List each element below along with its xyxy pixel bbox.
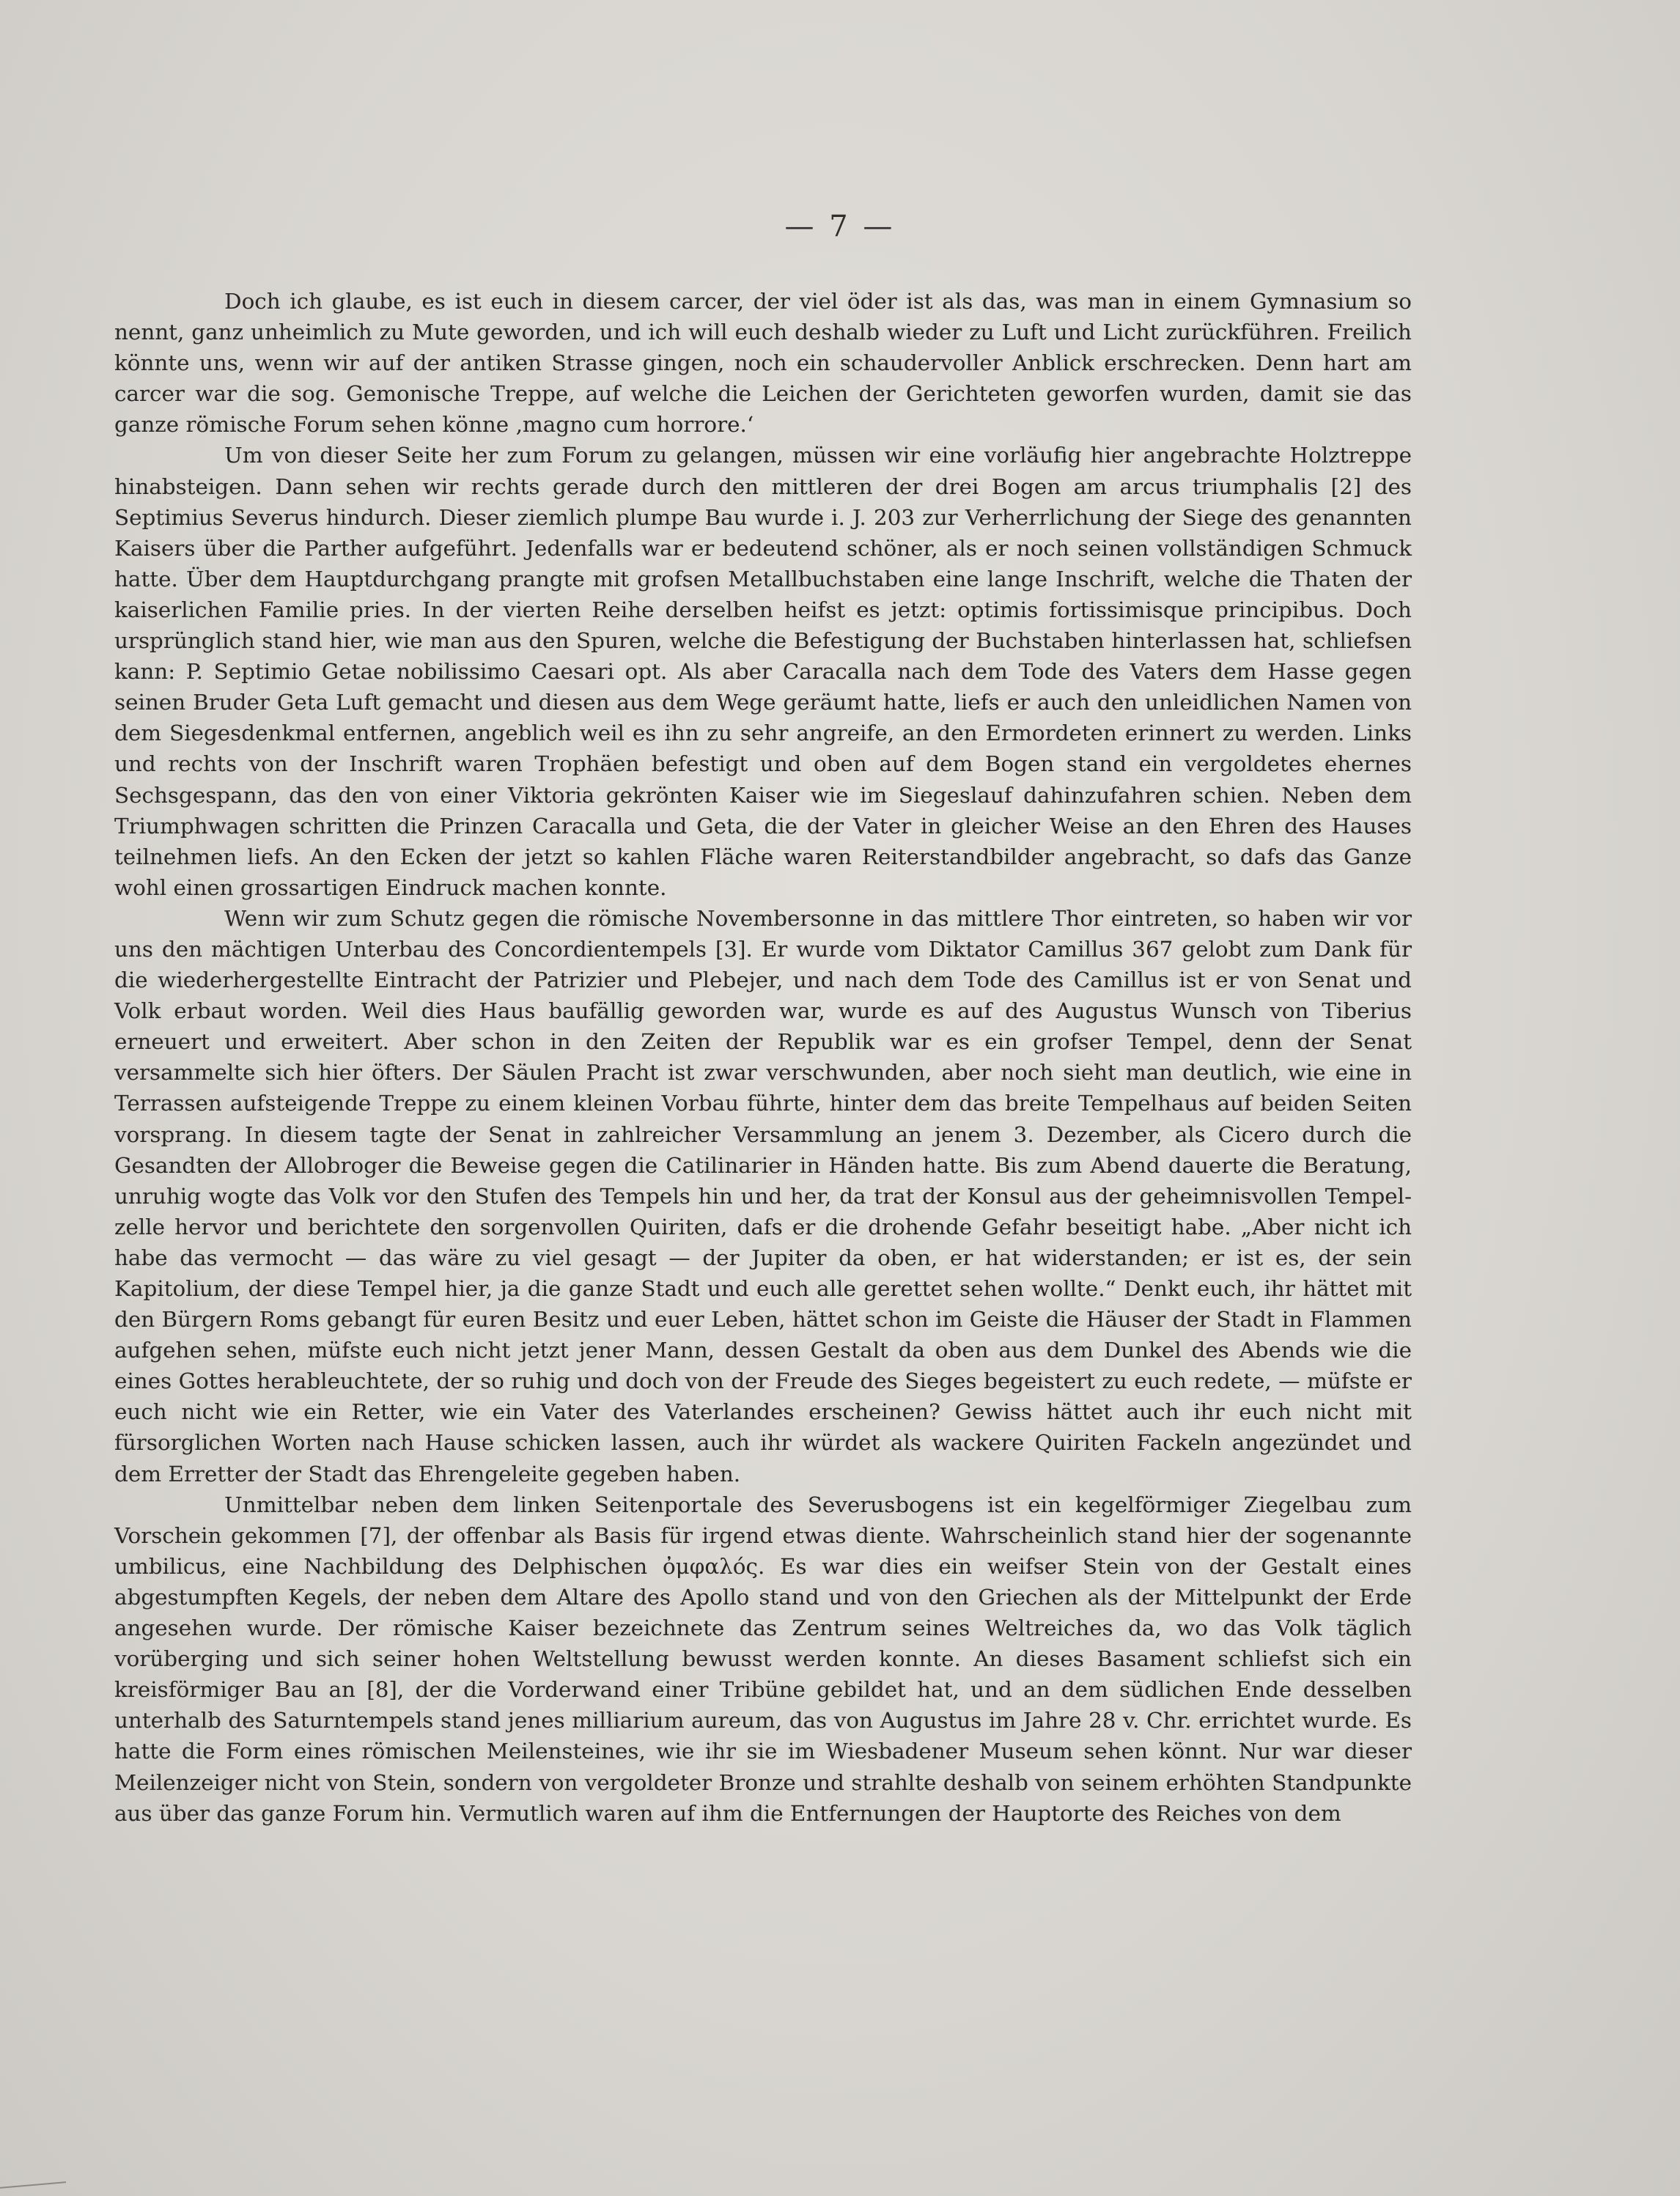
paragraph-carcer: Doch ich glaube, es ist euch in diesem carcer, der viel öder ist als das, was man in einem Gymnasium so nennt, ganz unheimlich zu Mute geworden, und ich will euch deshalb wieder zu Luft und Licht zurückführen. Freilich könnte uns, wenn wir auf der antiken Strasse gingen, noch ein schaudervoller Anblick erschrecken. Denn hart am carcer war die sog. Gemonische Treppe, auf welche die Leichen der Gerichteten geworfen wurden, damit sie das ganze römische Forum sehen könne ‚magno cum horrore.‘: [114, 289, 1412, 438]
paragraph-concordia-temple: Wenn wir zum Schutz gegen die römische Novembersonne in das mittlere Thor eintreten, so haben wir vor uns den mächtigen Unterbau des Concordientempels [3]. Er wurde vom Diktator Camillus 367 gelobt zum Dank für die wiederhergestellte Eintracht der Patrizier und Plebejer, und nach dem Tode des Camillus ist er von Senat und Volk erbaut worden. Weil dies Haus baufällig geworden war, wurde es auf des Augustus Wunsch von Tiberius erneuert und erweitert. Aber schon in den Zeiten der Republik war es ein grofser Tempel, denn der Senat versammelte sich hier öfters. Der Säulen Pracht ist zwar verschwunden, aber noch sieht man deutlich, wie eine in Terrassen aufsteigende Treppe zu einem kleinen Vorbau führte, hinter dem das breite Tempelhaus auf beiden Seiten vorsprang. In diesem tagte der Senat in zahlreicher Versammlung an jenem 3. Dezember, als Cicero durch die Gesandten der Allobroger die Beweise gegen die Catilinarier in Händen hatte. Bis zum Abend dauerte die Beratung, unruhig wogte das Volk vor den Stufen des Tempels hin und her, da trat der Konsul aus der geheimnisvollen Tempelzelle hervor und berichtete den sorgenvollen Quiriten, dafs er die drohende Gefahr beseitigt habe. „Aber nicht ich habe das vermocht — das wäre zu viel gesagt — der Jupiter da oben, er hat widerstanden; er ist es, der sein Kapitolium, der diese Tempel hier, ja die ganze Stadt und euch alle gerettet sehen wollte.“ Denkt euch, ihr hättet mit den Bürgern Roms gebangt für euren Besitz und euer Leben, hättet schon im Geiste die Häuser der Stadt in Flammen aufgehen sehen, müfste euch nicht jetzt jener Mann, dessen Gestalt da oben aus dem Dunkel des Abends wie die eines Gottes herableuchtete, der so ruhig und doch von der Freude des Sieges begeistert zu euch redete, — müfste er euch nicht wie ein Retter, wie ein Vater des Vaterlandes erscheinen? Gewiss hättet auch ihr euch nicht mit fürsorglichen Worten nach Hause schicken lassen, auch ihr würdet als wackere Quiriten Fackeln angezündet und dem Erretter der Stadt das Ehrengeleite gegeben haben.: [114, 905, 1412, 1486]
paragraph-umbilicus: Unmittelbar neben dem linken Seitenportale des Severusbogens ist ein kegelförmiger Ziegelbau zum Vorschein gekommen [7], der offenbar als Basis für irgend etwas diente. Wahrscheinlich stand hier der sogenannte umbilicus, eine Nachbildung des Delphischen ὀμφαλός. Es war dies ein weifser Stein von der Gestalt eines abgestumpften Kegels, der neben dem Altare des Apollo stand und von den Griechen als der Mittelpunkt der Erde angesehen wurde. Der römische Kaiser bezeichnete das Zentrum seines Weltreiches da, wo das Volk täglich vorüberging und sich seiner hohen Weltstellung bewusst werden konnte. An dieses Basament schliefst sich ein kreisförmiger Bau an [8], der die Vorderwand einer Tribüne gebildet hat, und an dem südlichen Ende desselben unterhalb des Saturntempels stand jenes milliarium aureum, das von Augustus im Jahre 28 v. Chr. errichtet wurde. Es hatte die Form eines römischen Meilensteines, wie ihr sie im Wiesbadener Museum sehen könnt. Nur war dieser Meilenzeiger nicht von Stein, sondern von vergoldeter Bronze und strahlte deshalb von seinem erhöhten Standpunkte aus über das ganze Forum hin. Vermutlich waren auf ihm die Entfernungen der Hauptorte des Reiches von dem: [114, 1492, 1412, 1826]
body-text: [114, 286, 1412, 1829]
page-number: — 7 —: [784, 210, 896, 243]
scan-edge-mark: [0, 2181, 66, 2196]
paragraph-severus-arch: Um von dieser Seite her zum Forum zu gelangen, müssen wir eine vorläufig hier angebrachte Holztreppe hinabsteigen. Dann sehen wir rechts gerade durch den mittleren der drei Bogen am arcus triumphalis [2] des Septimius Severus hindurch. Dieser ziemlich plumpe Bau wurde i. J. 203 zur Verherrlichung der Siege des genannten Kaisers über die Parther aufgeführt. Jedenfalls war er bedeutend schöner, als er noch seinen vollständigen Schmuck hatte. Über dem Hauptdurchgang prangte mit grofsen Metallbuchstaben eine lange Inschrift, welche die Thaten der kaiserlichen Familie pries. In der vierten Reihe derselben heifst es jetzt: optimis fortissimisque principibus. Doch ursprünglich stand hier, wie man aus den Spuren, welche die Befestigung der Buchstaben hinterlassen hat, schliefsen kann: P. Septimio Getae nobilissimo Caesari opt. Als aber Caracalla nach dem Tode des Vaters dem Hasse gegen seinen Bruder Geta Luft gemacht und diesen aus dem Wege geräumt hatte, liefs er auch den unleidlichen Namen von dem Siegesdenkmal entfernen, angeblich weil es ihn zu sehr angreife, an den Ermordeten erinnert zu werden. Links und rechts von der Inschrift waren Trophäen befestigt und oben auf dem Bogen stand ein vergoldetes ehernes Sechsgespann, das den von einer Viktoria gekrönten Kaiser wie im Siegeslauf dahinzufahren schien. Neben dem Triumphwagen schritten die Prinzen Caracalla und Geta, die der Vater in gleicher Weise an den Ehren des Hauses teilnehmen liefs. An den Ecken der jetzt so kahlen Fläche waren Reiterstandbilder angebracht, so dafs das Ganze wohl einen grossartigen Eindruck machen konnte.: [114, 443, 1412, 900]
